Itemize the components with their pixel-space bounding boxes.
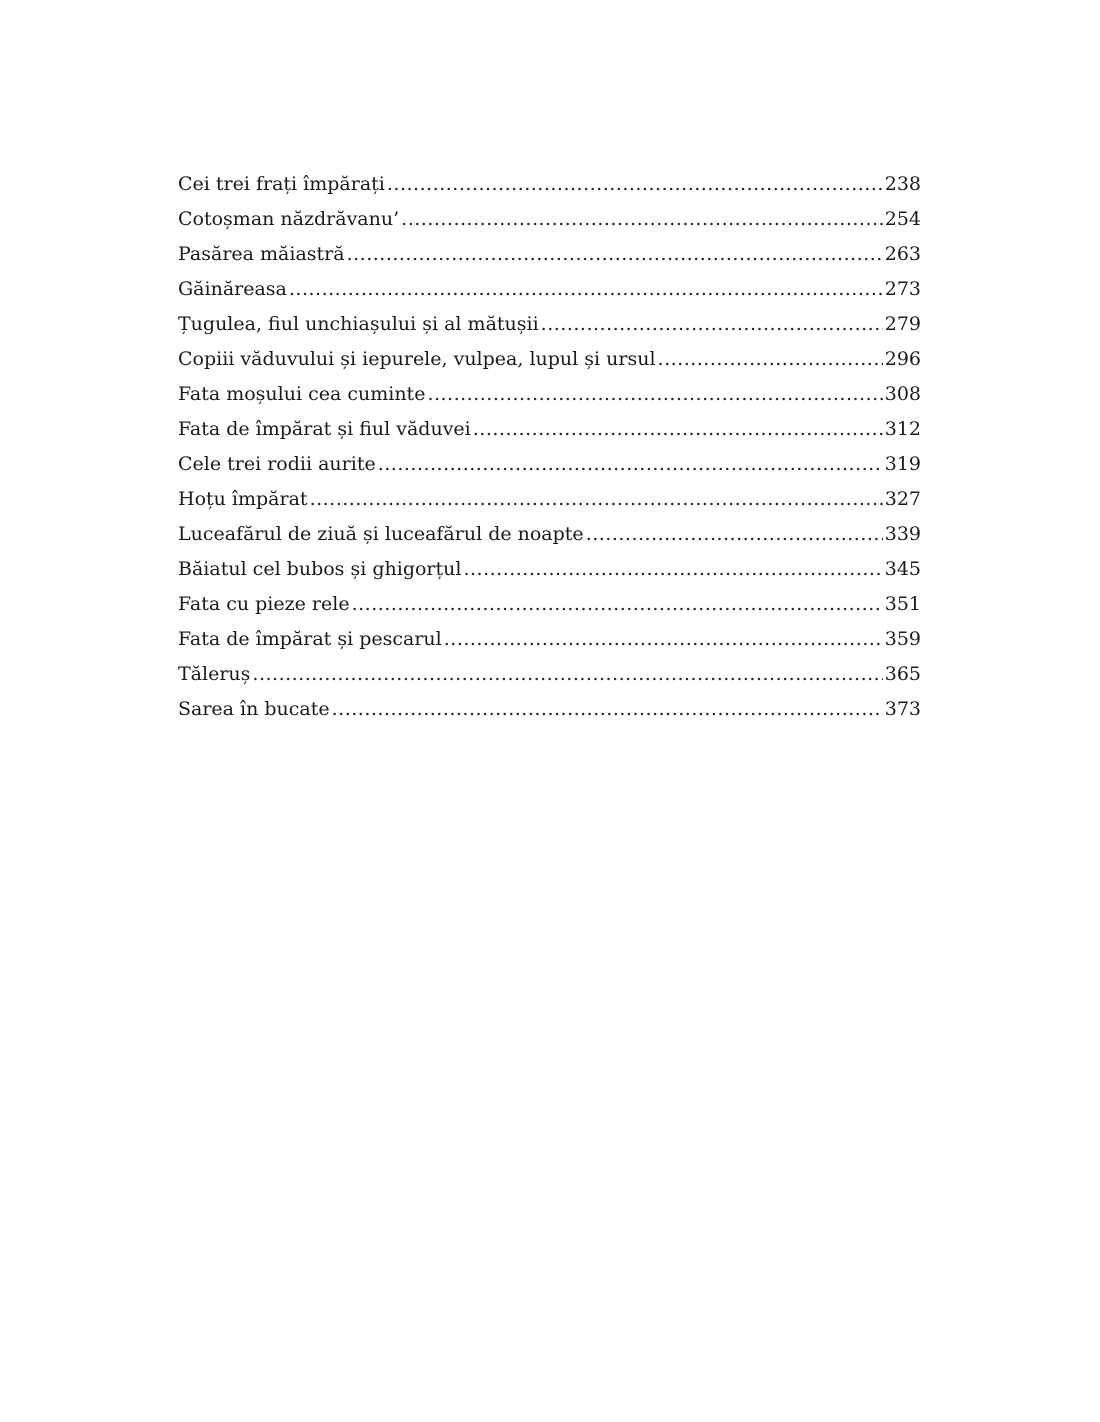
- toc-dot-leader: [401, 202, 883, 237]
- toc-dot-leader: [289, 272, 883, 307]
- toc-entry-page: 339: [884, 523, 921, 545]
- toc-entry-page: 296: [884, 348, 921, 370]
- toc-entry[interactable]: [178, 552, 921, 587]
- toc-entry-title: Cotoșman năzdrăvanu’: [178, 208, 400, 230]
- toc-entry-title: Hoțu împărat: [178, 488, 308, 510]
- toc-entry-title: Fata moșului cea cuminte: [178, 383, 426, 405]
- toc-entry-page: 345: [884, 558, 921, 580]
- toc-dot-leader: [463, 552, 882, 587]
- toc-entry-page: 263: [884, 243, 921, 265]
- toc-entry-title: Fata de împărat și fiul văduvei: [178, 418, 471, 440]
- toc-entry[interactable]: [178, 342, 921, 377]
- toc-entry-page: 365: [884, 663, 921, 685]
- toc-entry[interactable]: [178, 517, 921, 552]
- toc-dot-leader: [252, 657, 882, 692]
- toc-dot-leader: [332, 692, 883, 727]
- toc-entry-title: Fata de împărat și pescarul: [178, 628, 442, 650]
- toc-entry-title: Băiatul cel bubos și ghigorțul: [178, 558, 462, 580]
- toc-dot-leader: [352, 587, 883, 622]
- toc-entry-title: Țugulea, fiul unchiașului și al mătușii: [178, 313, 539, 335]
- toc-entry[interactable]: [178, 307, 921, 342]
- toc-dot-leader: [541, 307, 883, 342]
- toc-entry-page: 327: [884, 488, 921, 510]
- toc-entry-page: 312: [884, 418, 921, 440]
- toc-entry-page: 373: [884, 698, 921, 720]
- toc-entry[interactable]: [178, 692, 921, 727]
- toc-entry-page: 308: [884, 383, 921, 405]
- toc-entry-title: Copiii văduvului și iepurele, vulpea, lupul și ursul: [178, 348, 656, 370]
- toc-dot-leader: [427, 377, 882, 412]
- toc-entry-title: Luceafărul de ziuă și luceafărul de noapte: [178, 523, 584, 545]
- toc-entry[interactable]: [178, 377, 921, 412]
- table-of-contents: [178, 167, 921, 727]
- toc-dot-leader: [378, 447, 883, 482]
- toc-entry[interactable]: [178, 202, 921, 237]
- toc-entry[interactable]: [178, 587, 921, 622]
- toc-dot-leader: [586, 517, 883, 552]
- toc-entry[interactable]: [178, 237, 921, 272]
- toc-entry-page: 319: [884, 453, 921, 475]
- toc-entry-page: 279: [884, 313, 921, 335]
- toc-dot-leader: [387, 167, 883, 202]
- toc-entry-title: Găinăreasa: [178, 278, 287, 300]
- toc-entry-title: Fata cu pieze rele: [178, 593, 350, 615]
- toc-entry[interactable]: [178, 447, 921, 482]
- toc-entry-title: Tăleruș: [178, 663, 251, 685]
- toc-entry-title: Cele trei rodii aurite: [178, 453, 376, 475]
- toc-entry-page: 351: [884, 593, 921, 615]
- toc-entry[interactable]: [178, 272, 921, 307]
- toc-entry-title: Sarea în bucate: [178, 698, 330, 720]
- toc-entry[interactable]: [178, 167, 921, 202]
- toc-dot-leader: [658, 342, 883, 377]
- toc-entry-page: 273: [884, 278, 921, 300]
- toc-dot-leader: [444, 622, 883, 657]
- toc-entry-page: 238: [884, 173, 921, 195]
- toc-entry-title: Pasărea măiastră: [178, 243, 345, 265]
- toc-entry[interactable]: [178, 657, 921, 692]
- toc-dot-leader: [347, 237, 883, 272]
- toc-dot-leader: [473, 412, 883, 447]
- toc-dot-leader: [310, 482, 883, 517]
- toc-entry[interactable]: [178, 412, 921, 447]
- toc-entry-page: 254: [884, 208, 921, 230]
- toc-entry[interactable]: [178, 622, 921, 657]
- toc-entry-title: Cei trei frați împărați: [178, 173, 385, 195]
- toc-entry-page: 359: [884, 628, 921, 650]
- toc-entry[interactable]: [178, 482, 921, 517]
